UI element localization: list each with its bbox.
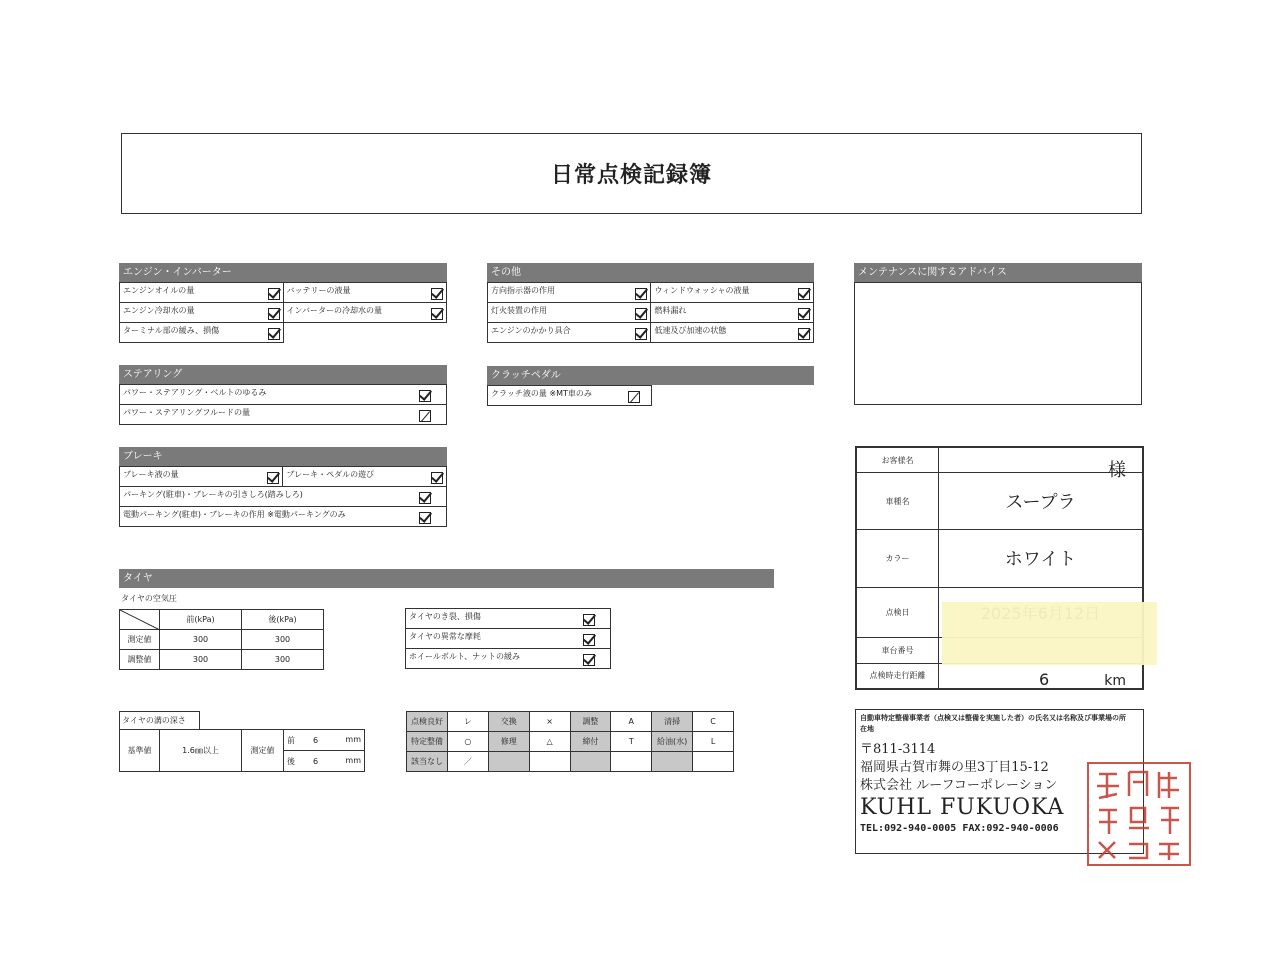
brake-item: ブレーキ液の量 [123,470,179,479]
check-icon[interactable] [635,308,647,320]
clutch-table [487,385,652,406]
check-icon[interactable] [431,472,443,484]
legend-symbol: L [693,732,734,752]
adjusted-rear[interactable]: 300 [242,650,324,670]
steering-item: パワー・ステアリングフルードの量 [123,408,251,417]
other-item: 燃料漏れ [654,306,687,315]
adjusted-front[interactable]: 300 [160,650,242,670]
legend-key: 該当なし [407,752,448,772]
customer-name-field[interactable] [939,448,1143,481]
shop-company: 株式会社 ルーフコーポレーション [860,778,1058,793]
model-value[interactable]: スープラ [939,473,1143,530]
table-row [488,283,814,303]
customer-name-label: お客様名 [857,448,939,473]
legend-row [407,752,734,772]
check-icon[interactable] [635,288,647,300]
front-head: 前(kPa) [160,610,242,630]
standard-value: 1.6㎜以上 [160,730,242,772]
sama-label: 様 [1108,460,1126,481]
check-icon[interactable] [583,654,595,666]
table-row [120,303,447,323]
steering-item: パワー・ステアリング・ベルトのゆるみ [123,388,267,397]
shop-heading: 自動車特定整備事業者（点検又は整備を実施した者）の氏名又は名称及び事業場の所在地 [860,714,1126,733]
advice-section [854,263,1142,405]
customer-row [857,663,1143,688]
legend-blank [652,752,693,772]
tire-section [119,569,774,588]
brake-item: ブレーキ・ペダルの遊び [286,470,375,479]
not-applicable-icon[interactable] [419,410,431,422]
rear-head: 後(kPa) [242,610,324,630]
legend-blank [611,752,652,772]
engine-item: インバーターの冷却水の量 [286,306,382,315]
engine-header: エンジン・インバーター [119,263,447,282]
clutch-item: クラッチ液の量 ※MT車のみ [491,389,592,398]
legend-key: 給油(水) [652,732,693,752]
table-row [120,487,447,507]
check-icon[interactable] [431,308,443,320]
mileage-unit: km [1104,672,1126,689]
check-icon[interactable] [798,328,810,340]
shop-brand: KUHL FUKUOKA [860,795,1065,820]
table-row [120,283,447,303]
check-icon[interactable] [431,288,443,300]
tire-header: タイヤ [119,569,774,588]
pressure-table [119,609,324,670]
legend-symbol: T [611,732,652,752]
check-icon[interactable] [268,308,280,320]
brake-item: 電動パーキング(駐車)・ブレーキの作用 ※電動パーキングのみ [123,510,346,519]
standard-label: 基準値 [120,730,160,772]
other-item: ウィンドウォッシャの液量 [654,286,750,295]
legend-key: 交換 [488,712,529,732]
other-section [487,263,814,343]
depth-table [119,729,365,772]
tire-check-item: タイヤの異常な摩耗 [409,632,481,641]
legend-key: 修理 [488,732,529,752]
check-icon[interactable] [798,308,810,320]
check-icon[interactable] [635,328,647,340]
other-table [487,282,814,343]
pressure-label: タイヤの空気圧 [121,594,177,603]
adjusted-label: 調整値 [120,650,160,670]
seal-graphic [1089,764,1189,864]
legend-blank [570,752,611,772]
check-icon[interactable] [419,390,431,402]
legend-key: 特定整備 [407,732,448,752]
clutch-header: クラッチペダル [487,366,814,385]
shop-postal: 〒811-3114 [860,742,936,757]
brake-table [119,466,447,527]
table-row [120,323,447,343]
company-seal [1087,762,1191,866]
table-row [120,610,324,630]
legend-symbol: × [529,712,570,732]
measured-rear[interactable]: 300 [242,630,324,650]
legend-blank [529,752,570,772]
other-item: 灯火装置の作用 [491,306,547,315]
advice-box[interactable] [854,282,1142,405]
engine-section [119,263,447,343]
table-row [120,630,324,650]
tire-check-item: タイヤのき裂、損傷 [409,612,481,621]
color-value[interactable]: ホワイト [939,530,1143,587]
legend-symbol: ／ [447,752,488,772]
measure-label: 測定値 [242,730,284,772]
check-icon[interactable] [268,288,280,300]
legend-key: 点検良好 [407,712,448,732]
check-icon[interactable] [583,634,595,646]
table-row [488,323,814,343]
check-icon[interactable] [798,288,810,300]
vin-label: 車台番号 [857,638,939,663]
other-item: 低速及び加速の状態 [654,326,727,335]
rear-label: 後 [287,756,295,766]
legend-symbol: C [693,712,734,732]
check-icon[interactable] [583,614,595,626]
tire-check-item: ホイールボルト、ナットの緩み [409,652,520,661]
table-row [406,629,611,649]
legend-blank [693,752,734,772]
rear-depth[interactable]: 6 [313,756,319,766]
check-icon[interactable] [419,512,431,524]
model-label: 車種名 [857,473,939,530]
customer-row [857,530,1143,587]
engine-table [119,282,447,343]
sticky-note [942,602,1157,665]
diagonal-cell [120,610,160,630]
check-icon[interactable] [268,328,280,340]
not-applicable-icon[interactable] [628,391,640,403]
table-row [120,507,447,527]
mm-unit: mm [345,734,361,744]
engine-item: エンジン冷却水の量 [123,306,195,315]
measured-label: 測定値 [120,630,160,650]
front-depth[interactable]: 6 [313,735,319,745]
table-row [120,650,324,670]
legend-blank [488,752,529,772]
table-row [488,386,652,406]
shop-tel: TEL:092-940-0005 FAX:092-940-0006 [860,823,1059,834]
legend-key: 締付 [570,732,611,752]
table-row [120,385,447,405]
legend-symbol: △ [529,732,570,752]
mileage-field[interactable] [939,663,1143,688]
front-label: 前 [287,735,295,745]
color-label: カラー [857,530,939,587]
title-box [121,133,1142,214]
legend-table [406,711,734,772]
check-icon[interactable] [267,472,279,484]
legend-symbol: ○ [447,732,488,752]
mileage-value: 6 [1039,669,1050,689]
brake-section [119,447,447,527]
measured-front[interactable]: 300 [160,630,242,650]
legend-key: 調整 [570,712,611,732]
legend-key: 清掃 [652,712,693,732]
table-row [120,405,447,425]
brake-header: ブレーキ [119,447,447,466]
other-header: その他 [487,263,814,282]
table-row [406,609,611,629]
steering-table [119,384,447,425]
diagonal-line [120,610,160,630]
steering-header: ステアリング [119,365,447,384]
table-row [120,730,365,751]
page-title: 日常点検記録簿 [550,163,712,188]
brake-item: パーキング(駐車)・ブレーキの引きしろ(踏みしろ) [123,490,303,499]
date-label: 点検日 [857,587,939,638]
legend-row [407,712,734,732]
engine-item: ターミナル部の緩み、損傷 [123,326,220,335]
mileage-label: 点検時走行距離 [857,663,939,688]
depth-label: タイヤの溝の深さ [119,711,200,730]
shop-address: 福岡県古賀市舞の里3丁目15-12 [860,760,1049,775]
other-item: エンジンのかかり具合 [491,326,571,335]
table-row [406,649,611,669]
customer-row [857,448,1143,473]
customer-row [857,473,1143,530]
legend-symbol: レ [447,712,488,732]
steering-section [119,365,447,425]
advice-header: メンテナンスに関するアドバイス [854,263,1142,282]
check-icon[interactable] [419,492,431,504]
table-row [488,303,814,323]
clutch-section [487,366,814,406]
table-row [120,467,447,487]
mm-unit: mm [345,755,361,765]
legend-symbol: A [611,712,652,732]
tire-check-table [405,608,611,669]
other-item: 方向指示器の作用 [491,286,555,295]
legend-row [407,732,734,752]
engine-item: バッテリーの液量 [286,286,351,295]
engine-item: エンジンオイルの量 [123,286,195,295]
